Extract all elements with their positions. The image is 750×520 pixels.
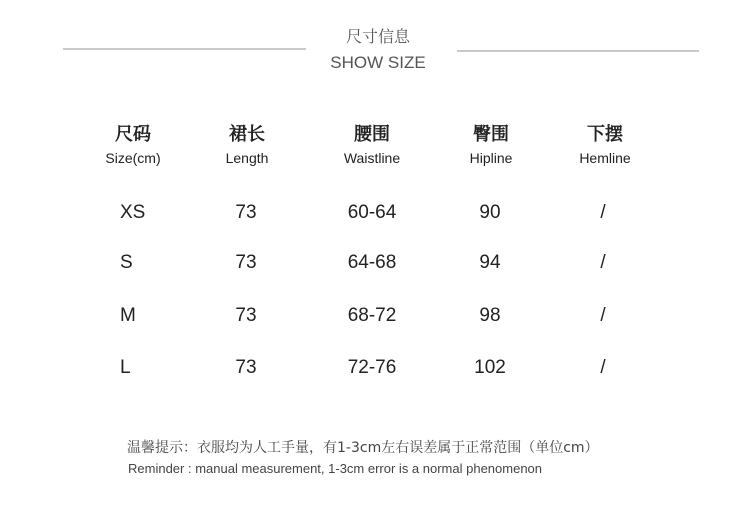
cell-size: M bbox=[120, 305, 136, 326]
title-en: SHOW SIZE bbox=[330, 53, 426, 72]
cell-hipline: 102 bbox=[474, 357, 506, 378]
title-cn: 尺寸信息 bbox=[345, 27, 411, 46]
cell-hipline: 94 bbox=[479, 252, 501, 273]
cell-hemline: / bbox=[600, 202, 606, 223]
divider-right bbox=[457, 50, 699, 52]
cell-hipline: 90 bbox=[479, 202, 501, 223]
cell-size: L bbox=[120, 357, 131, 378]
header-length-en: Length bbox=[225, 150, 269, 166]
note-cn: 温馨提示：衣服均为人工手量，有1-3cm左右误差属于正常范围（单位cm） bbox=[127, 440, 599, 456]
header-hipline-cn: 臀围 bbox=[473, 124, 509, 145]
divider-left bbox=[63, 48, 306, 50]
cell-hemline: / bbox=[600, 305, 606, 326]
header-waistline-cn: 腰围 bbox=[354, 124, 390, 145]
cell-length: 73 bbox=[235, 202, 257, 223]
cell-size: XS bbox=[120, 202, 146, 223]
cell-length: 73 bbox=[235, 252, 257, 273]
cell-hipline: 98 bbox=[479, 305, 501, 326]
header-hemline-en: Hemline bbox=[579, 150, 631, 166]
header-length-cn: 裙长 bbox=[229, 124, 265, 145]
header-size-en: Size(cm) bbox=[105, 150, 161, 166]
cell-waistline: 72-76 bbox=[347, 357, 397, 378]
cell-hemline: / bbox=[600, 252, 606, 273]
cell-hemline: / bbox=[600, 357, 606, 378]
note-en: Reminder : manual measurement, 1-3cm error is a normal phenomenon bbox=[128, 461, 543, 476]
cell-size: S bbox=[120, 252, 133, 273]
cell-length: 73 bbox=[235, 357, 257, 378]
header-size-cn: 尺码 bbox=[115, 124, 151, 145]
cell-waistline: 60-64 bbox=[347, 202, 397, 223]
header-hipline-en: Hipline bbox=[469, 150, 513, 166]
cell-waistline: 64-68 bbox=[347, 252, 397, 273]
header-waistline-en: Waistline bbox=[343, 150, 401, 166]
cell-length: 73 bbox=[235, 305, 257, 326]
header-hemline-cn: 下摆 bbox=[587, 124, 623, 145]
cell-waistline: 68-72 bbox=[347, 305, 397, 326]
